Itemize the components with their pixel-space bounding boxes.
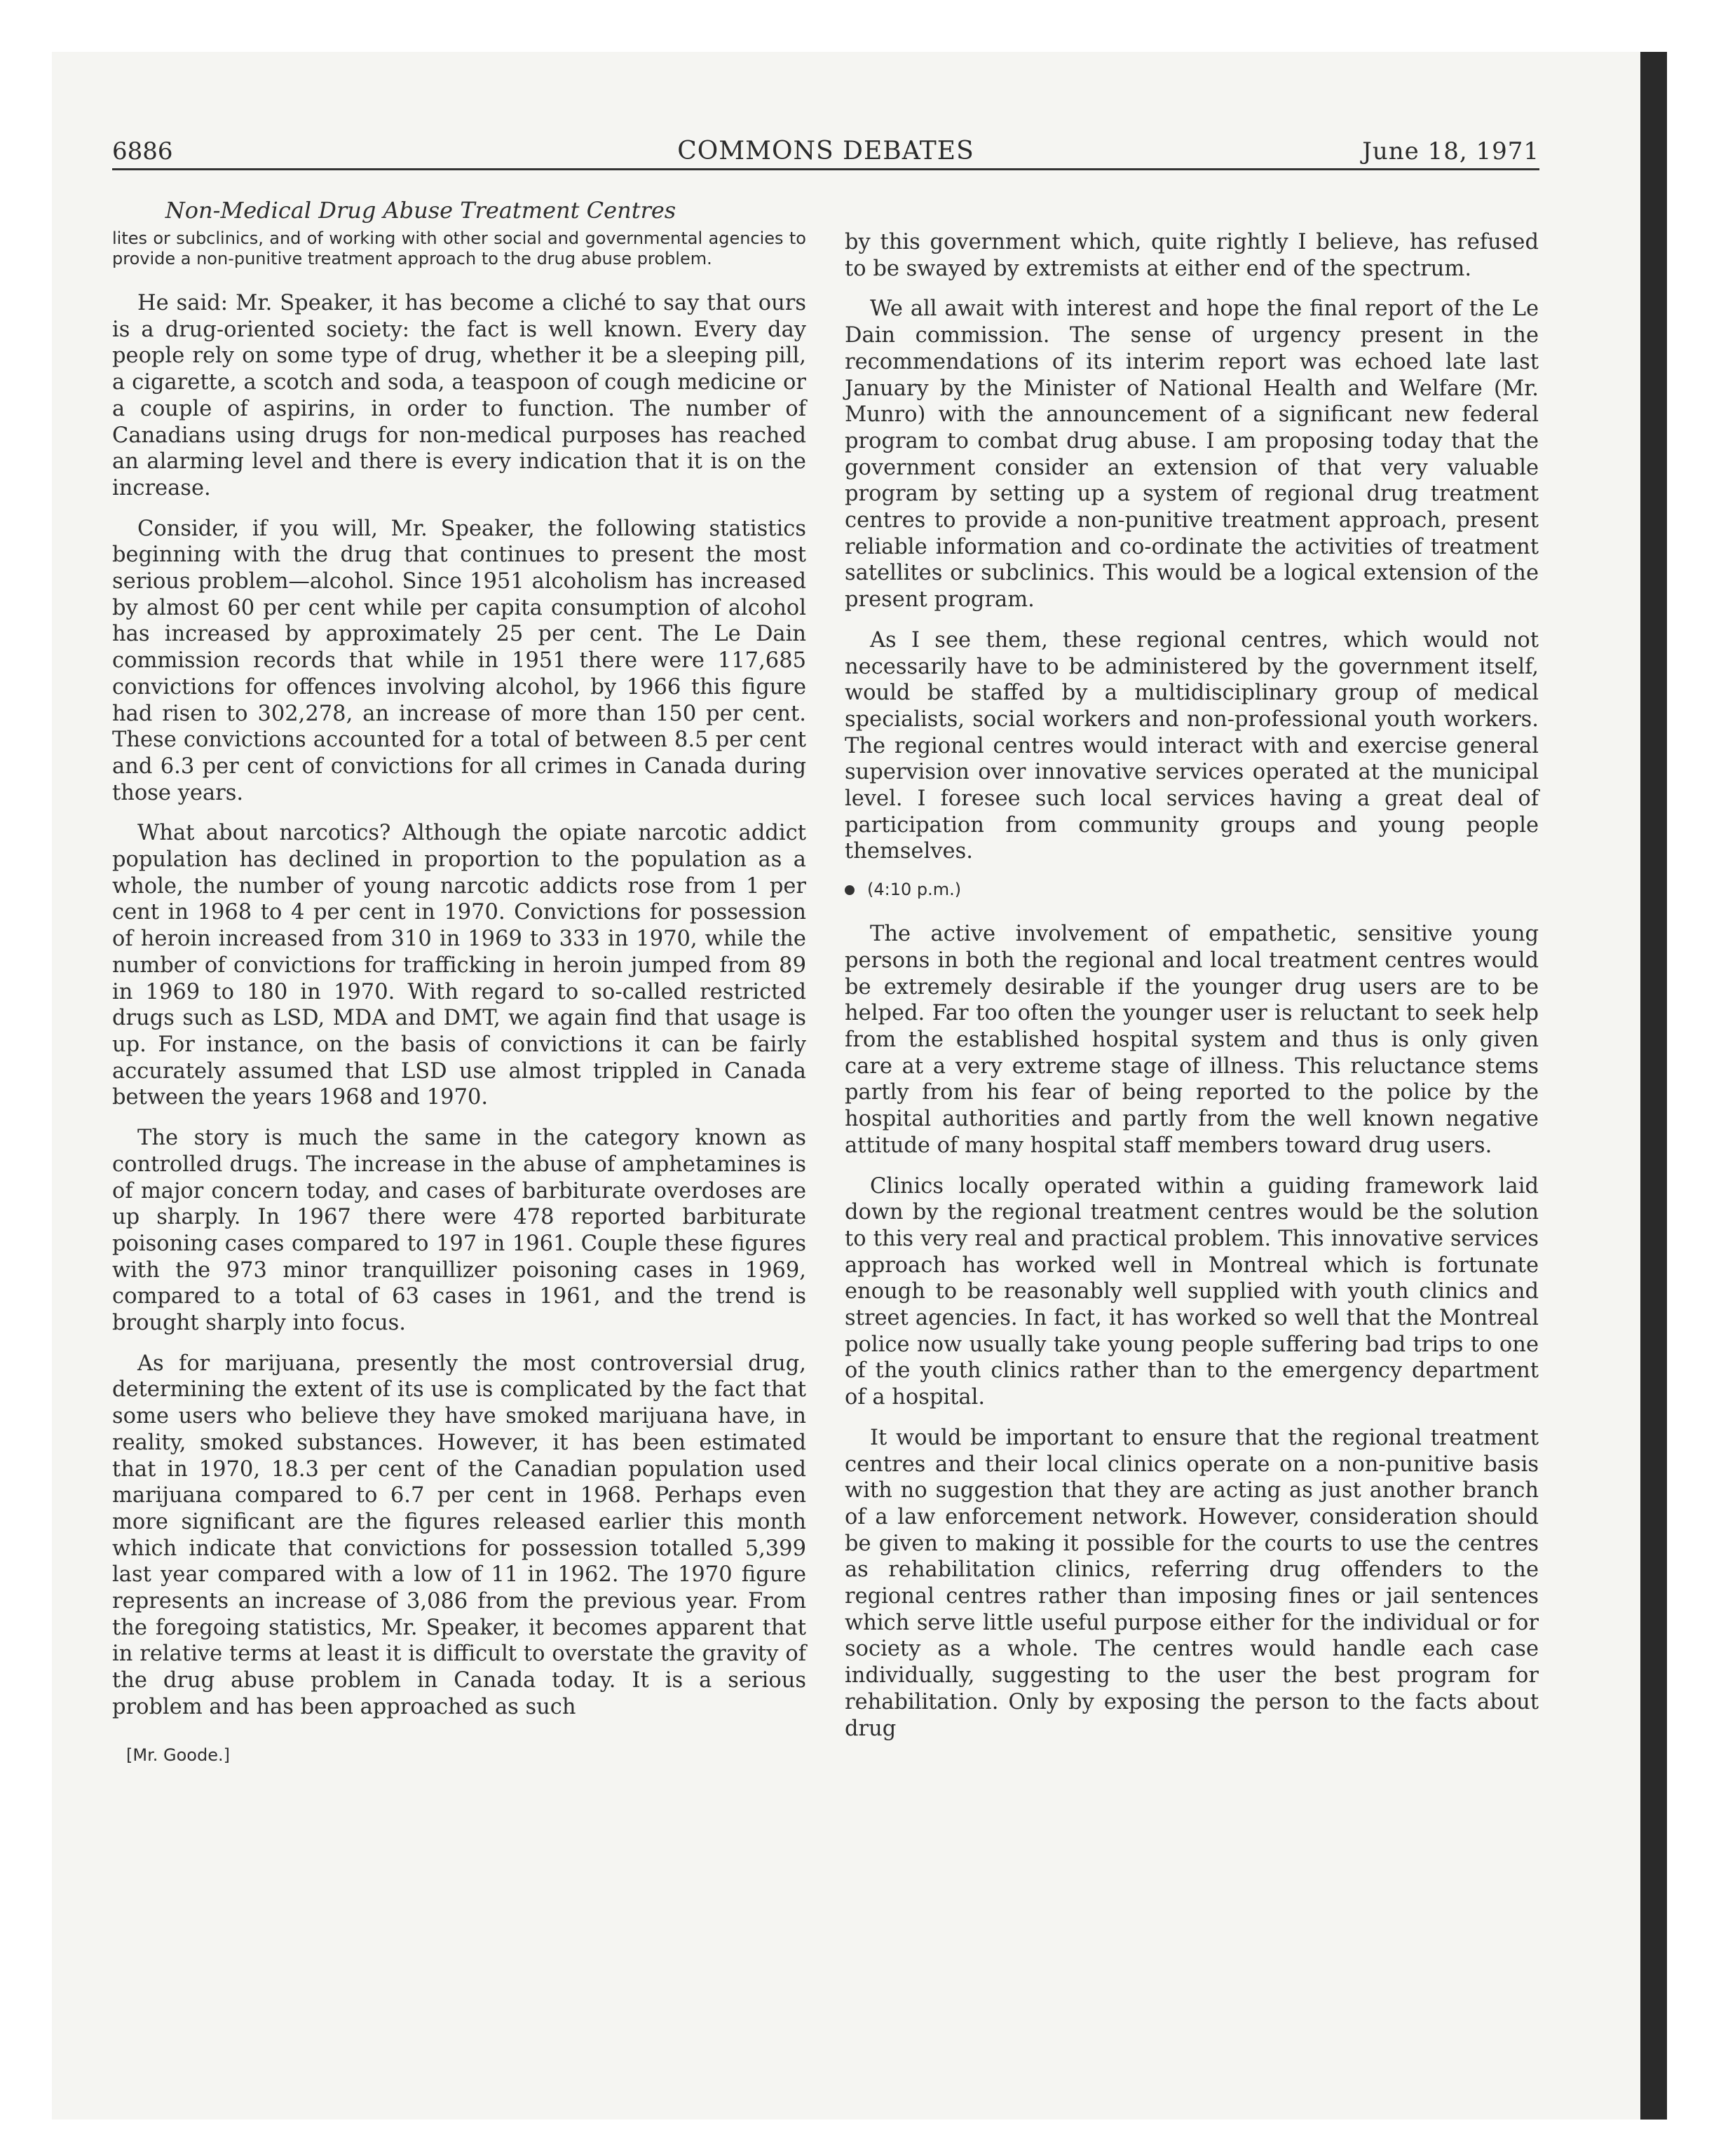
paragraph: As for marijuana, presently the most controversial drug, determining the extent of its use is complicated by the fact that some users who believe they have smoked marijuana have, in reality, smoked substances. However, it has been estimated that in 1970, 18.3 per cent of the Canadian population used marijuana compared to 6.7 per cent in 1968. Perhaps even more significant are the figures released earlier this month which indicate that convictions for possession totalled 5,399 last year compared with a low of 11 in 1962. The 1970 figure represents an increase of 3,086 from the previous year. From the foregoing statistics, Mr. Speaker, it becomes apparent that in relative terms at least it is difficult to overstate the gravity of the drug abuse problem in Canada today. It is a serious problem and has been approached as such (112, 1351, 806, 1719)
page-number: 6886 (112, 137, 173, 165)
page-header (112, 132, 1539, 170)
right-column (845, 229, 1539, 1756)
section-subtitle: Non-Medical Drug Abuse Treatment Centres (165, 197, 676, 224)
publication-date: June 18, 1971 (1362, 137, 1539, 165)
left-column (112, 196, 806, 1766)
paragraph: What about narcotics? Although the opiate narcotic addict population has declined in proportion to the population as a whole, the number of young narcotic addicts rose from 1 per cent in 1968 to 4 per cent in 1970. Convictions for possession of heroin increased from 310 in 1969 to 333 in 1970, while the number of convictions for trafficking in heroin jumped from 89 in 1969 to 180 in 1970. With regard to so-called restricted drugs such as LSD, MDA and DMT, we again find that usage is up. For instance, on the basis of convictions it can be fairly accurately assumed that LSD use almost trippled in Canada between the years 1968 and 1970. (112, 821, 806, 1110)
speaker-attribution: [Mr. Goode.] (126, 1745, 230, 1765)
paragraph: by this government which, quite rightly I believe, has refused to be swayed by extremists at either end of the spectrum. (845, 230, 1539, 281)
motion-text: lites or subclinics, and of working with other social and governmental agencies to provide a non-punitive treatment approach to the drug abuse problem. (112, 228, 806, 268)
paragraph: We all await with interest and hope the final report of the Le Dain commission. The sense of urgency present in the recommendations of its interim report was echoed late last January by the Minister of National Health and Welfare (Mr. Munro) with the announcement of a significant new federal program to combat drug abuse. I am proposing today that the government consider an extension of that very valuable program by setting up a system of regional drug treatment centres to provide a non-punitive treatment approach, present reliable information and co-ordinate the activities of treatment satellites or subclinics. This would be a logical extension of the present program. (845, 296, 1539, 613)
bullet-icon (845, 885, 855, 895)
paragraph: Clinics locally operated within a guiding framework laid down by the regional treatment centres would be the solution to this very real and practical problem. This innovative services approach has worked well in Montreal which is fortunate enough to be reasonably well supplied with youth clinics and street agencies. In fact, it has worked so well that the Montreal police now usually take young people suffering bad trips to one of the youth clinics rather than to the emergency department of a hospital. (845, 1173, 1539, 1410)
paragraph: It would be important to ensure that the regional treatment centres and their local clinics operate on a non-punitive basis with no suggestion that they are acting as just another branch of a law enforcement network. However, consideration should be given to making it possible for the courts to use the centres as rehabilitation clinics, referring drug offenders to the regional centres rather than imposing fines or jail sentences which serve little useful purpose either for the individual or for society as a whole. The centres would handle each case individually, suggesting to the user the best program for rehabilitation. Only by exposing the person to the facts about drug (845, 1425, 1539, 1741)
time-marker (845, 879, 1539, 900)
paragraph: The active involvement of empathetic, sensitive young persons in both the regional and local treatment centres would be extremely desirable if the younger drug users are to be helped. Far too often the younger user is reluctant to seek help from the established hospital system and thus is only given care at a very extreme stage of illness. This reluctance stems partly from his fear of being reported to the police by the hospital authorities and partly from the well known negative attitude of many hospital staff members toward drug users. (845, 922, 1539, 1158)
time-marker-text: (4:10 p.m.) (867, 880, 962, 900)
binding-edge (1640, 52, 1667, 2120)
paragraph: He said: Mr. Speaker, it has become a cliché to say that ours is a drug-oriented society: the fact is well known. Every day people rely on some type of drug, whether it be a sleeping pill, a cigarette, a scotch and soda, a teaspoon of cough medicine or a couple of aspirins, in order to function. The number of Canadians using drugs for non-medical purposes has reached an alarming level and there is every indication that it is on the increase. (112, 291, 806, 500)
paragraph: As I see them, these regional centres, which would not necessarily have to be administered by the government itself, would be staffed by a multidisciplinary group of medical specialists, social workers and non-professional youth workers. The regional centres would interact with and exercise general supervision over innovative services operated at the municipal level. I foresee such local services having a great deal of participation from community groups and young people themselves. (845, 627, 1539, 864)
publication-title: COMMONS DEBATES (677, 137, 974, 165)
paragraph: Consider, if you will, Mr. Speaker, the following statistics beginning with the drug that continues to present the most serious problem—alcohol. Since 1951 alcoholism has increased by almost 60 per cent while per capita consumption of alcohol has increased by approximately 25 per cent. The Le Dain commission records that while in 1951 there were 117,685 convictions for offences involving alcohol, by 1966 this figure had risen to 302,278, an increase of more than 150 per cent. These convictions accounted for a total of between 8.5 per cent and 6.3 per cent of convictions for all crimes in Canada during those years. (112, 516, 806, 805)
paragraph: The story is much the same in the category known as controlled drugs. The increase in the abuse of amphetamines is of major concern today, and cases of barbiturate overdoses are up sharply. In 1967 there were 478 reported barbiturate poisoning cases compared to 197 in 1961. Couple these figures with the 973 minor tranquillizer poisoning cases in 1969, compared to a total of 63 cases in 1961, and the trend is brought sharply into focus. (112, 1126, 806, 1336)
